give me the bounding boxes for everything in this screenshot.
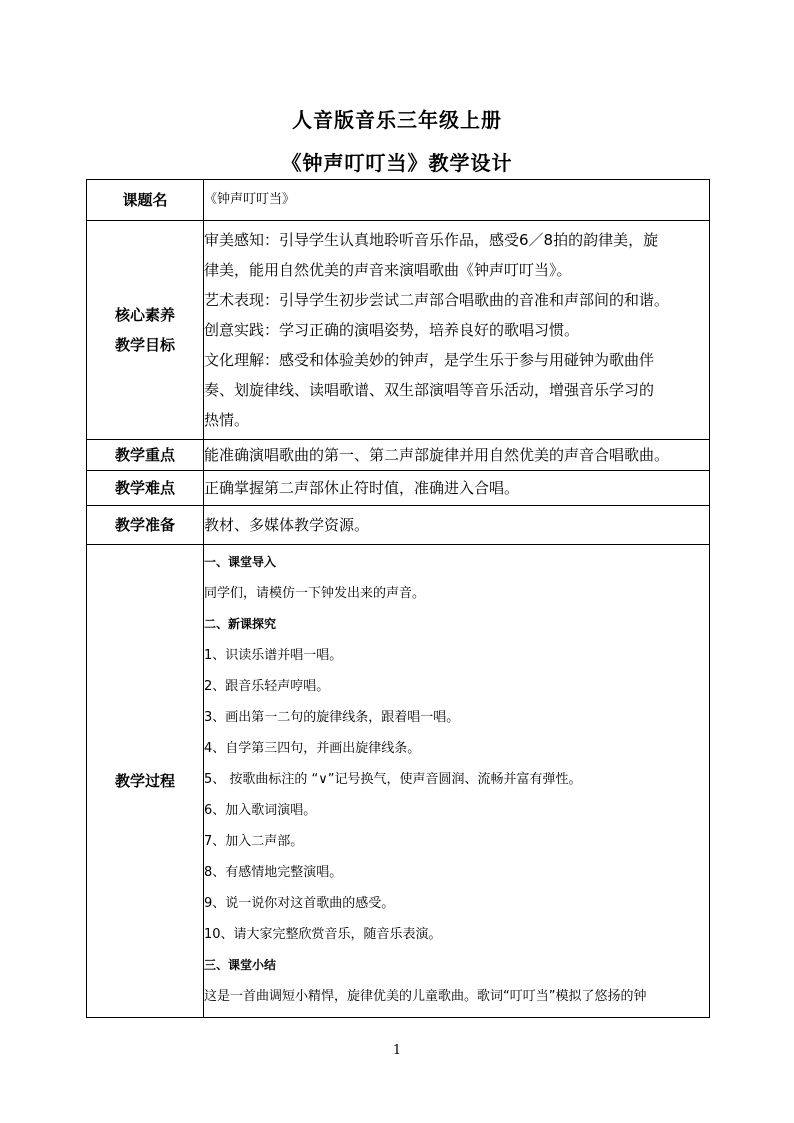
goal-line: 文化理解：感受和体验美妙的钟声，是学生乐于参与用碰钟为歌曲伴: [204, 351, 655, 369]
process-step: 4、自学第三四句，并画出旋律线条。: [204, 741, 421, 756]
goal-line: 奏、划旋律线、读唱歌谱、双生部演唱等音乐活动，增强音乐学习的: [204, 381, 655, 399]
goal-line: 热情。: [204, 411, 250, 429]
process-list: [204, 545, 709, 1012]
preparation-value: 教材、多媒体教学资源。: [204, 506, 710, 545]
process-step: 9、说一说你对这首歌曲的感受。: [204, 896, 395, 911]
process-label: 教学过程: [87, 545, 204, 1018]
process-section-heading: 二、新课探究: [204, 617, 277, 631]
process-row: [87, 545, 710, 1018]
topic-row: [87, 180, 710, 221]
goals-content: [204, 221, 710, 440]
goal-line: 创意实践：学习正确的演唱姿势，培养良好的歌唱习惯。: [204, 321, 580, 339]
goals-label-line1: 核心素养: [114, 306, 175, 324]
preparation-row: [87, 506, 710, 545]
document-subtitle: 《钟声叮叮当》教学设计: [281, 151, 513, 175]
goal-line: 艺术表现：引导学生初步尝试二声部合唱歌曲的音准和声部间的和谐。: [204, 291, 670, 309]
lesson-plan-table: [86, 179, 710, 1018]
difficulties-row: [87, 471, 710, 506]
process-section-heading: 三、课堂小结: [204, 958, 277, 972]
topic-label: 课题名: [87, 180, 204, 221]
process-step: 6、加入歌词演唱。: [204, 803, 317, 818]
process-step: 1、识读乐谱并唱一唱。: [204, 648, 343, 663]
process-section-heading: 一、课堂导入: [204, 555, 277, 569]
goals-label: [87, 221, 204, 440]
page-number: 1: [392, 1043, 402, 1058]
process-step: 同学们，请模仿一下钟发出来的声音。: [204, 586, 426, 601]
process-step: 10、请大家完整欣赏音乐，随音乐表演。: [204, 927, 442, 942]
process-step: 3、画出第一二句的旋律线条，跟着唱一唱。: [204, 710, 460, 725]
goal-line: 审美感知：引导学生认真地聆听音乐作品，感受6／8拍的韵律美，旋: [204, 231, 659, 249]
preparation-label: 教学准备: [87, 506, 204, 545]
key-points-row: [87, 440, 710, 471]
goal-line: 律美，能用自然优美的声音来演唱歌曲《钟声叮叮当》。: [204, 261, 572, 279]
process-step: 7、加入二声部。: [204, 834, 304, 849]
goals-label-line2: 教学目标: [114, 336, 175, 354]
goals-row: [87, 221, 710, 440]
process-step: 5、 按歌曲标注的 “∨”记号换气，使声音圆润、流畅并富有弹性。: [204, 772, 582, 787]
process-step: 8、有感情地完整演唱。: [204, 865, 343, 880]
difficulties-value: 正确掌握第二声部休止符时值，准确进入合唱。: [204, 471, 710, 506]
key-points-label: 教学重点: [87, 440, 204, 471]
document-title: 人音版音乐三年级上册: [292, 108, 502, 132]
process-content: [204, 545, 710, 1018]
process-step: 2、跟音乐轻声哼唱。: [204, 679, 330, 694]
process-step: 这是一首曲调短小精悍，旋律优美的儿童歌曲。歌词“叮叮当”模拟了悠扬的钟: [204, 989, 647, 1004]
key-points-value: 能准确演唱歌曲的第一、第二声部旋律并用自然优美的声音合唱歌曲。: [204, 440, 710, 471]
topic-value: 《钟声叮叮当》: [204, 180, 710, 221]
difficulties-label: 教学难点: [87, 471, 204, 506]
